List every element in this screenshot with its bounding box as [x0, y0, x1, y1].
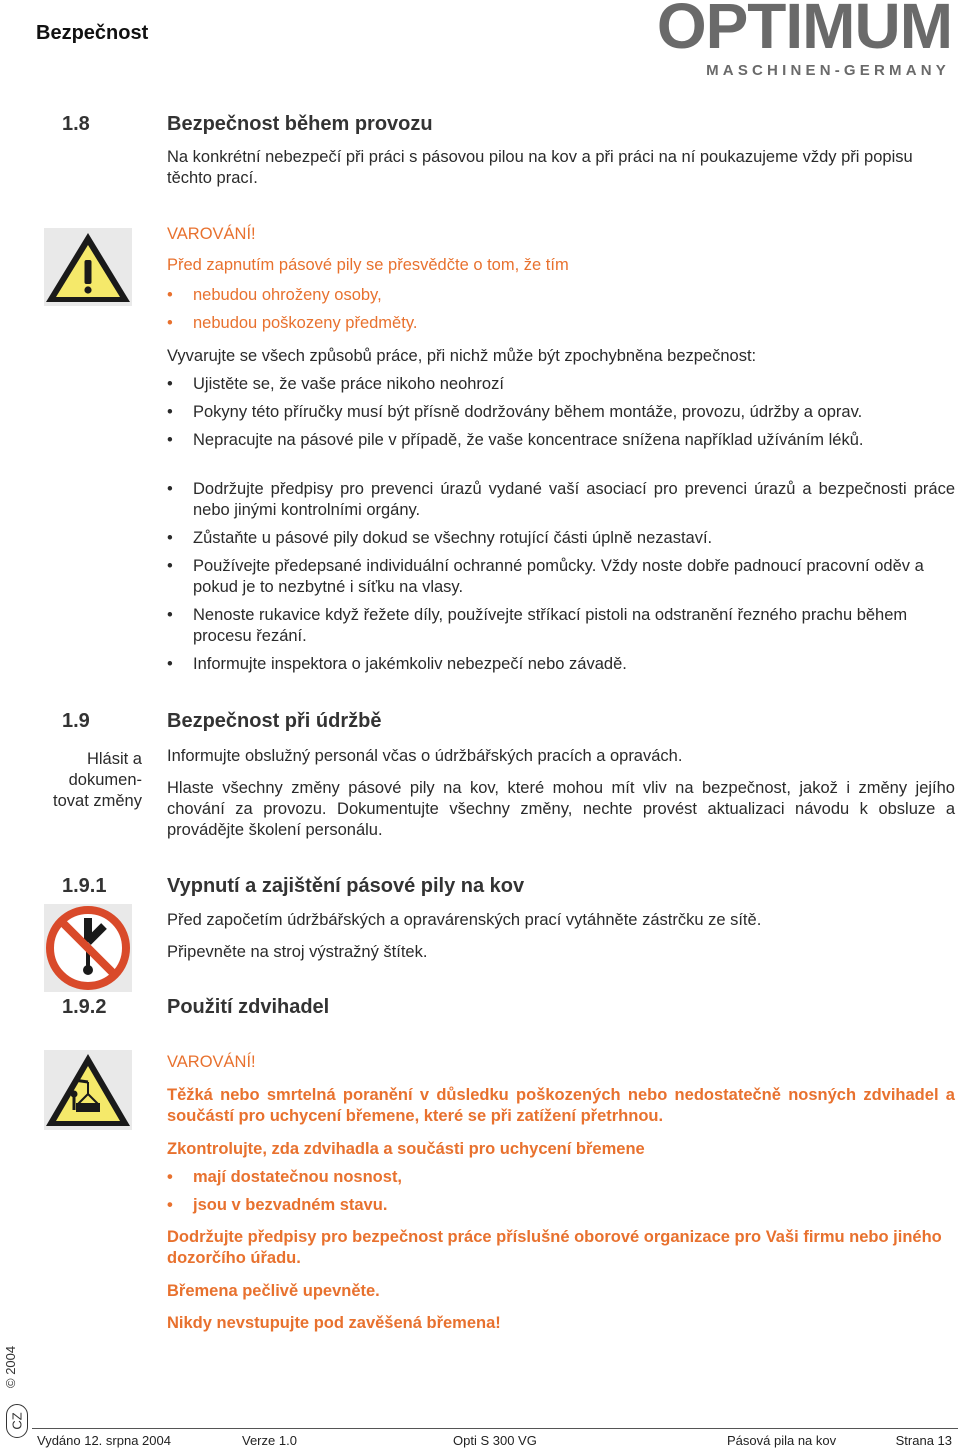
warning-text: Těžká nebo smrtelná poranění v důsledku poškozených nebo nedostatečně nosných zdvihadel a součástí pro uchycení břemene, které se při zatížení přetrhnou. — [167, 1086, 955, 1125]
suspended-load-icon — [44, 1050, 132, 1130]
list-item: • Dodržujte předpisy pro prevenci úrazů vydané vaší asociací pro prevenci úrazů a bezpečnosti práce nebo jinými kontrolními orgány. — [167, 479, 955, 521]
paragraph: Hlaste všechny změny pásové pily na kov, které mohou mít vliv na bezpečnost, jakož i změny jejího chování za provozu. Dokumentujte všechny změny, nechte provést aktualizaci návodu k obsluze a provádějte školení personálu. — [167, 779, 955, 839]
side-note-line: dokumen- — [68, 771, 142, 789]
no-switch-icon — [44, 904, 132, 992]
paragraph: Před započetím údržbářských a opravárenských prací vytáhněte zástrčku ze sítě. — [167, 911, 762, 929]
logo-subtitle: MASCHINEN-GERMANY — [706, 62, 950, 79]
side-note-line: tovat změny — [53, 792, 142, 810]
language-code: CZ — [9, 1412, 25, 1430]
copyright-text: © 2004 — [3, 1345, 18, 1388]
section-number: 1.9.1 — [62, 875, 107, 897]
section-title: Použití zdvihadel — [167, 996, 330, 1018]
side-note-line: Hlásit a — [86, 750, 142, 768]
warning-text: Nikdy nevstupujte pod zavěšená břemena! — [167, 1314, 501, 1332]
warning-bullet: • mají dostatečnou nosnost, — [167, 1167, 402, 1188]
paragraph: Informujte obslužný personál včas o údržbářských pracích a opravách. — [167, 747, 683, 765]
warning-triangle-icon — [44, 228, 132, 306]
section-intro: Na konkrétní nebezpečí při práci s pásovou pilou na kov a při práci na ní poukazujeme vždy při popisu těchto prací. — [167, 148, 913, 187]
footer-issued: Vydáno 12. srpna 2004 — [37, 1433, 171, 1448]
page-header-title: Bezpečnost — [36, 22, 149, 44]
language-badge — [6, 1404, 28, 1438]
paragraph: Připevněte na stroj výstražný štítek. — [167, 943, 428, 961]
footer-page: Strana 13 — [895, 1433, 952, 1448]
section-title: Vypnutí a zajištění pásové pily na kov — [167, 875, 525, 897]
footer-version: Verze 1.0 — [242, 1433, 297, 1448]
warning-bullet: • nebudou poškozeny předměty. — [167, 313, 417, 334]
list-item: • Ujistěte se, že vaše práce nikoho neohrozí — [167, 374, 955, 395]
section-number: 1.9.2 — [62, 996, 107, 1018]
warning-text: Před zapnutím pásové pily se přesvědčte o tom, že tím — [167, 256, 569, 274]
list-item: • Používejte předepsané individuální ochranné pomůcky. Vždy noste dobře padnoucí pracovní oděv a pokud je to nezbytné i síťku na vlasy. — [167, 556, 955, 598]
warning-label: VAROVÁNÍ! — [167, 225, 256, 243]
list-item: • Zůstaňte u pásové pily dokud se všechny rotující části úplně nezastaví. — [167, 528, 955, 549]
footer-product: Pásová pila na kov — [727, 1433, 837, 1448]
section-number: 1.9 — [62, 710, 90, 732]
warning-text: Zkontrolujte, zda zdvihadla a součásti pro uchycení břemene — [167, 1140, 645, 1158]
footer-divider — [32, 1428, 958, 1429]
list-item: • Nenoste rukavice když řežete díly, používejte stříkací pistoli na odstranění řezného prachu během procesu řezání. — [167, 605, 955, 647]
section-number: 1.8 — [62, 113, 90, 135]
warning-text: Dodržujte předpisy pro bezpečnost práce příslušné oborové organizace pro Vaši firmu nebo jiného dozorčího úřadu. — [167, 1228, 942, 1267]
list-item: • Informujte inspektora o jakémkoliv nebezpečí nebo závadě. — [167, 654, 955, 675]
section-title: Bezpečnost během provozu — [167, 113, 433, 135]
section-title: Bezpečnost při údržbě — [167, 710, 382, 732]
warning-label: VAROVÁNÍ! — [167, 1053, 256, 1071]
footer-model: Opti S 300 VG — [453, 1433, 537, 1448]
warning-bullet: • nebudou ohroženy osoby, — [167, 285, 382, 306]
warning-text: Břemena pečlivě upevněte. — [167, 1282, 380, 1300]
side-note — [20, 749, 142, 812]
warning-bullet: • jsou v bezvadném stavu. — [167, 1195, 387, 1216]
avoid-text: Vyvarujte se všech způsobů práce, při nichž může být zpochybněna bezpečnost: — [167, 347, 757, 365]
list-item: • Nepracujte na pásové pile v případě, že vaše koncentrace snížena například užíváním léků. — [167, 430, 955, 451]
optimum-logo: OPTIMUM — [656, 0, 952, 62]
list-item: • Pokyny této příručky musí být přísně dodržovány během montáže, provozu, údržby a oprav. — [167, 402, 955, 423]
